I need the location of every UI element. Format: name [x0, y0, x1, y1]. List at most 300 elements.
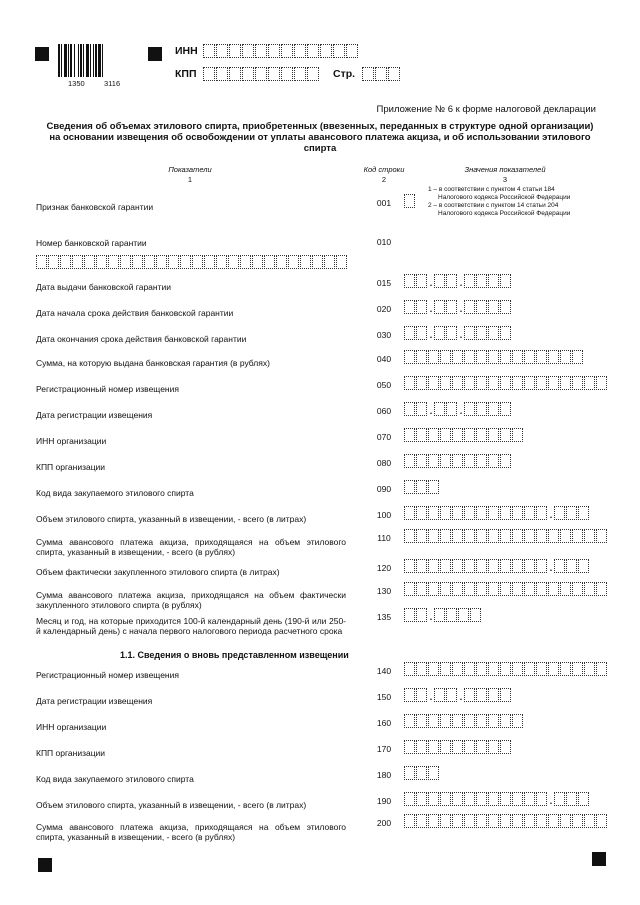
input-cell[interactable]: [488, 582, 499, 596]
input-cell[interactable]: [488, 326, 499, 340]
input-cell[interactable]: [458, 608, 469, 622]
input-cell[interactable]: [584, 376, 595, 390]
input-cell[interactable]: [572, 529, 583, 543]
input-cell[interactable]: [488, 688, 499, 702]
input-cell[interactable]: [464, 662, 475, 676]
input-cell[interactable]: [536, 350, 547, 364]
input-cell[interactable]: [446, 274, 457, 288]
input-cell[interactable]: [416, 350, 427, 364]
input-cell[interactable]: [554, 792, 565, 806]
input-cell[interactable]: [404, 274, 415, 288]
input-cell[interactable]: [428, 480, 439, 494]
input-cell[interactable]: [288, 255, 299, 269]
input-cell[interactable]: [524, 506, 535, 520]
input-cell[interactable]: [446, 402, 457, 416]
input-cell[interactable]: [416, 428, 427, 442]
input-cell[interactable]: [440, 714, 451, 728]
input-cell[interactable]: [512, 506, 523, 520]
input-cell[interactable]: [500, 454, 511, 468]
input-cell[interactable]: [488, 506, 499, 520]
input-cell[interactable]: [548, 529, 559, 543]
input-cell[interactable]: [312, 255, 323, 269]
input-cell[interactable]: [404, 506, 415, 520]
value-input-090[interactable]: [404, 480, 440, 494]
input-cell[interactable]: [320, 44, 332, 58]
input-cell[interactable]: [404, 326, 415, 340]
input-cell[interactable]: [512, 714, 523, 728]
input-cell[interactable]: [404, 766, 415, 780]
input-cell[interactable]: [476, 376, 487, 390]
input-cell[interactable]: [596, 662, 607, 676]
value-input-135[interactable]: [404, 608, 482, 622]
input-cell[interactable]: [464, 300, 475, 314]
value-input-140[interactable]: [404, 662, 608, 676]
input-cell[interactable]: [524, 814, 535, 828]
value-input-080[interactable]: [404, 454, 512, 468]
input-cell[interactable]: [428, 376, 439, 390]
input-cell[interactable]: [428, 714, 439, 728]
input-cell[interactable]: [488, 274, 499, 288]
input-cell[interactable]: [488, 662, 499, 676]
input-cell[interactable]: [500, 582, 511, 596]
input-cell[interactable]: [554, 559, 565, 573]
input-cell[interactable]: [434, 326, 445, 340]
input-cell[interactable]: [229, 67, 241, 81]
input-cell[interactable]: [572, 376, 583, 390]
input-cell[interactable]: [476, 688, 487, 702]
input-cell[interactable]: [536, 506, 547, 520]
input-cell[interactable]: [452, 740, 463, 754]
input-cell[interactable]: [276, 255, 287, 269]
input-cell[interactable]: [488, 740, 499, 754]
input-cell[interactable]: [578, 506, 589, 520]
input-cell[interactable]: [560, 662, 571, 676]
input-cell[interactable]: [60, 255, 71, 269]
value-input-180[interactable]: [404, 766, 440, 780]
input-cell[interactable]: [476, 792, 487, 806]
input-cell[interactable]: [255, 67, 267, 81]
input-cell[interactable]: [584, 814, 595, 828]
input-cell[interactable]: [428, 662, 439, 676]
value-input-030[interactable]: [404, 326, 512, 340]
input-cell[interactable]: [488, 376, 499, 390]
input-cell[interactable]: [375, 67, 387, 81]
input-cell[interactable]: [428, 350, 439, 364]
input-cell[interactable]: [268, 44, 280, 58]
input-cell[interactable]: [548, 814, 559, 828]
input-cell[interactable]: [416, 402, 427, 416]
value-input-020[interactable]: [404, 300, 512, 314]
input-cell[interactable]: [416, 300, 427, 314]
value-input-070[interactable]: [404, 428, 524, 442]
input-cell[interactable]: [476, 274, 487, 288]
input-cell[interactable]: [294, 67, 306, 81]
input-cell[interactable]: [476, 326, 487, 340]
value-input-040[interactable]: [404, 350, 584, 364]
input-cell[interactable]: [156, 255, 167, 269]
input-cell[interactable]: [404, 480, 415, 494]
input-cell[interactable]: [536, 662, 547, 676]
input-cell[interactable]: [416, 662, 427, 676]
input-cell[interactable]: [416, 529, 427, 543]
input-cell[interactable]: [428, 766, 439, 780]
input-cell[interactable]: [108, 255, 119, 269]
input-cell[interactable]: [488, 792, 499, 806]
input-cell[interactable]: [512, 814, 523, 828]
input-cell[interactable]: [596, 376, 607, 390]
input-cell[interactable]: [428, 559, 439, 573]
guarantee-sign-input[interactable]: [404, 194, 416, 208]
input-cell[interactable]: [524, 376, 535, 390]
input-cell[interactable]: [512, 582, 523, 596]
input-cell[interactable]: [404, 792, 415, 806]
kpp-input[interactable]: [203, 67, 320, 81]
input-cell[interactable]: [440, 582, 451, 596]
input-cell[interactable]: [584, 582, 595, 596]
input-cell[interactable]: [416, 766, 427, 780]
input-cell[interactable]: [512, 428, 523, 442]
value-input-110[interactable]: [404, 529, 608, 543]
input-cell[interactable]: [536, 582, 547, 596]
input-cell[interactable]: [264, 255, 275, 269]
input-cell[interactable]: [416, 326, 427, 340]
input-cell[interactable]: [476, 428, 487, 442]
input-cell[interactable]: [362, 67, 374, 81]
input-cell[interactable]: [416, 792, 427, 806]
input-cell[interactable]: [488, 559, 499, 573]
value-input-200[interactable]: [404, 814, 608, 828]
input-cell[interactable]: [48, 255, 59, 269]
input-cell[interactable]: [452, 792, 463, 806]
value-input-130[interactable]: [404, 582, 608, 596]
input-cell[interactable]: [416, 740, 427, 754]
input-cell[interactable]: [446, 608, 457, 622]
input-cell[interactable]: [512, 559, 523, 573]
input-cell[interactable]: [500, 350, 511, 364]
input-cell[interactable]: [500, 529, 511, 543]
input-cell[interactable]: [416, 559, 427, 573]
input-cell[interactable]: [464, 714, 475, 728]
input-cell[interactable]: [512, 662, 523, 676]
inn-input[interactable]: [203, 44, 359, 58]
value-input-100[interactable]: [404, 506, 590, 520]
input-cell[interactable]: [476, 814, 487, 828]
input-cell[interactable]: [476, 582, 487, 596]
input-cell[interactable]: [36, 255, 47, 269]
input-cell[interactable]: [572, 814, 583, 828]
input-cell[interactable]: [242, 44, 254, 58]
input-cell[interactable]: [464, 274, 475, 288]
input-cell[interactable]: [404, 740, 415, 754]
input-cell[interactable]: [536, 559, 547, 573]
input-cell[interactable]: [536, 814, 547, 828]
input-cell[interactable]: [500, 326, 511, 340]
input-cell[interactable]: [300, 255, 311, 269]
input-cell[interactable]: [434, 300, 445, 314]
value-input-060[interactable]: [404, 402, 512, 416]
input-cell[interactable]: [307, 44, 319, 58]
input-cell[interactable]: [464, 792, 475, 806]
input-cell[interactable]: [452, 662, 463, 676]
input-cell[interactable]: [324, 255, 335, 269]
input-cell[interactable]: [404, 814, 415, 828]
input-cell[interactable]: [268, 67, 280, 81]
input-cell[interactable]: [281, 67, 293, 81]
input-cell[interactable]: [560, 582, 571, 596]
input-cell[interactable]: [132, 255, 143, 269]
input-cell[interactable]: [548, 582, 559, 596]
input-cell[interactable]: [452, 559, 463, 573]
input-cell[interactable]: [464, 326, 475, 340]
input-cell[interactable]: [216, 67, 228, 81]
input-cell[interactable]: [596, 582, 607, 596]
input-cell[interactable]: [252, 255, 263, 269]
input-cell[interactable]: [446, 326, 457, 340]
input-cell[interactable]: [500, 559, 511, 573]
input-cell[interactable]: [524, 582, 535, 596]
input-cell[interactable]: [428, 814, 439, 828]
input-cell[interactable]: [204, 255, 215, 269]
input-cell[interactable]: [144, 255, 155, 269]
input-cell[interactable]: [440, 559, 451, 573]
input-cell[interactable]: [255, 44, 267, 58]
input-cell[interactable]: [440, 814, 451, 828]
input-cell[interactable]: [440, 740, 451, 754]
input-cell[interactable]: [404, 608, 415, 622]
input-cell[interactable]: [416, 376, 427, 390]
input-cell[interactable]: [307, 67, 319, 81]
input-cell[interactable]: [428, 506, 439, 520]
input-cell[interactable]: [84, 255, 95, 269]
input-cell[interactable]: [476, 662, 487, 676]
input-cell[interactable]: [488, 454, 499, 468]
input-cell[interactable]: [476, 402, 487, 416]
input-cell[interactable]: [536, 529, 547, 543]
input-cell[interactable]: [416, 480, 427, 494]
input-cell[interactable]: [452, 376, 463, 390]
input-cell[interactable]: [452, 714, 463, 728]
input-cell[interactable]: [416, 454, 427, 468]
input-cell[interactable]: [464, 582, 475, 596]
value-input-160[interactable]: [404, 714, 524, 728]
input-cell[interactable]: [476, 714, 487, 728]
input-cell[interactable]: [488, 300, 499, 314]
input-cell[interactable]: [452, 428, 463, 442]
input-cell[interactable]: [488, 714, 499, 728]
input-cell[interactable]: [446, 688, 457, 702]
input-cell[interactable]: [476, 454, 487, 468]
input-cell[interactable]: [572, 582, 583, 596]
input-cell[interactable]: [440, 454, 451, 468]
value-input-015[interactable]: [404, 274, 512, 288]
input-cell[interactable]: [464, 454, 475, 468]
input-cell[interactable]: [180, 255, 191, 269]
value-input-170[interactable]: [404, 740, 512, 754]
input-cell[interactable]: [512, 376, 523, 390]
input-cell[interactable]: [566, 559, 577, 573]
input-cell[interactable]: [388, 67, 400, 81]
input-cell[interactable]: [404, 662, 415, 676]
input-cell[interactable]: [476, 350, 487, 364]
input-cell[interactable]: [440, 428, 451, 442]
input-cell[interactable]: [548, 662, 559, 676]
input-cell[interactable]: [488, 814, 499, 828]
input-cell[interactable]: [428, 454, 439, 468]
input-cell[interactable]: [452, 529, 463, 543]
input-cell[interactable]: [416, 608, 427, 622]
input-cell[interactable]: [524, 529, 535, 543]
input-cell[interactable]: [500, 506, 511, 520]
input-cell[interactable]: [512, 792, 523, 806]
input-cell[interactable]: [464, 529, 475, 543]
input-cell[interactable]: [434, 688, 445, 702]
input-cell[interactable]: [500, 740, 511, 754]
input-cell[interactable]: [488, 529, 499, 543]
page-number-input[interactable]: [362, 67, 401, 81]
input-cell[interactable]: [452, 814, 463, 828]
input-cell[interactable]: [428, 792, 439, 806]
input-cell[interactable]: [560, 350, 571, 364]
input-cell[interactable]: [464, 376, 475, 390]
input-cell[interactable]: [452, 582, 463, 596]
input-cell[interactable]: [500, 662, 511, 676]
input-cell[interactable]: [500, 376, 511, 390]
input-cell[interactable]: [240, 255, 251, 269]
input-cell[interactable]: [452, 350, 463, 364]
input-cell[interactable]: [566, 506, 577, 520]
input-cell[interactable]: [464, 350, 475, 364]
input-cell[interactable]: [203, 44, 215, 58]
input-cell[interactable]: [416, 274, 427, 288]
input-cell[interactable]: [440, 792, 451, 806]
input-cell[interactable]: [416, 582, 427, 596]
input-cell[interactable]: [524, 792, 535, 806]
input-cell[interactable]: [446, 300, 457, 314]
input-cell[interactable]: [404, 402, 415, 416]
input-cell[interactable]: [404, 350, 415, 364]
input-cell[interactable]: [404, 529, 415, 543]
input-cell[interactable]: [500, 792, 511, 806]
input-cell[interactable]: [512, 529, 523, 543]
input-cell[interactable]: [578, 792, 589, 806]
input-cell[interactable]: [404, 300, 415, 314]
input-cell[interactable]: [452, 454, 463, 468]
input-cell[interactable]: [428, 529, 439, 543]
input-cell[interactable]: [464, 740, 475, 754]
input-cell[interactable]: [228, 255, 239, 269]
input-cell[interactable]: [476, 529, 487, 543]
input-cell[interactable]: [476, 300, 487, 314]
input-cell[interactable]: [566, 792, 577, 806]
input-cell[interactable]: [572, 350, 583, 364]
input-cell[interactable]: [428, 740, 439, 754]
input-cell[interactable]: [120, 255, 131, 269]
input-cell[interactable]: [512, 350, 523, 364]
input-cell[interactable]: [536, 376, 547, 390]
input-cell[interactable]: [434, 274, 445, 288]
input-cell[interactable]: [416, 814, 427, 828]
input-cell[interactable]: [404, 582, 415, 596]
input-cell[interactable]: [203, 67, 215, 81]
input-cell[interactable]: [596, 529, 607, 543]
input-cell[interactable]: [500, 300, 511, 314]
value-input-150[interactable]: [404, 688, 512, 702]
input-cell[interactable]: [500, 402, 511, 416]
input-cell[interactable]: [500, 428, 511, 442]
guarantee-number-input[interactable]: [36, 255, 348, 269]
input-cell[interactable]: [440, 529, 451, 543]
input-cell[interactable]: [281, 44, 293, 58]
input-cell[interactable]: [428, 582, 439, 596]
input-cell[interactable]: [548, 350, 559, 364]
input-cell[interactable]: [440, 662, 451, 676]
input-cell[interactable]: [488, 428, 499, 442]
input-cell[interactable]: [476, 740, 487, 754]
input-cell[interactable]: [346, 44, 358, 58]
input-cell[interactable]: [168, 255, 179, 269]
input-cell[interactable]: [476, 506, 487, 520]
input-cell[interactable]: [440, 506, 451, 520]
input-cell[interactable]: [416, 688, 427, 702]
input-cell[interactable]: [524, 662, 535, 676]
input-cell[interactable]: [536, 792, 547, 806]
input-cell[interactable]: [434, 402, 445, 416]
input-cell[interactable]: [336, 255, 347, 269]
input-cell[interactable]: [572, 662, 583, 676]
input-cell[interactable]: [584, 662, 595, 676]
input-cell[interactable]: [476, 559, 487, 573]
input-cell[interactable]: [500, 274, 511, 288]
input-cell[interactable]: [440, 350, 451, 364]
input-cell[interactable]: [560, 529, 571, 543]
input-cell[interactable]: [488, 402, 499, 416]
input-cell[interactable]: [416, 714, 427, 728]
input-cell[interactable]: [488, 350, 499, 364]
value-input-190[interactable]: [404, 792, 590, 806]
input-cell[interactable]: [578, 559, 589, 573]
value-input-050[interactable]: [404, 376, 608, 390]
input-cell[interactable]: [524, 559, 535, 573]
input-cell[interactable]: [404, 688, 415, 702]
input-cell[interactable]: [500, 714, 511, 728]
input-cell[interactable]: [192, 255, 203, 269]
input-cell[interactable]: [554, 506, 565, 520]
input-cell[interactable]: [434, 608, 445, 622]
input-cell[interactable]: [560, 376, 571, 390]
input-cell[interactable]: [464, 559, 475, 573]
input-cell[interactable]: [596, 814, 607, 828]
value-input-120[interactable]: [404, 559, 590, 573]
input-cell[interactable]: [216, 44, 228, 58]
input-cell[interactable]: [404, 454, 415, 468]
input-cell[interactable]: [294, 44, 306, 58]
input-cell[interactable]: [404, 714, 415, 728]
input-cell[interactable]: [428, 428, 439, 442]
input-cell[interactable]: [464, 506, 475, 520]
input-cell[interactable]: [440, 376, 451, 390]
input-cell[interactable]: [524, 350, 535, 364]
input-cell[interactable]: [452, 506, 463, 520]
input-cell[interactable]: [464, 688, 475, 702]
input-cell[interactable]: [584, 529, 595, 543]
input-cell[interactable]: [464, 814, 475, 828]
input-cell[interactable]: [229, 44, 241, 58]
input-cell[interactable]: [96, 255, 107, 269]
input-cell[interactable]: [72, 255, 83, 269]
input-cell[interactable]: [464, 428, 475, 442]
input-cell[interactable]: [464, 402, 475, 416]
input-cell[interactable]: [470, 608, 481, 622]
